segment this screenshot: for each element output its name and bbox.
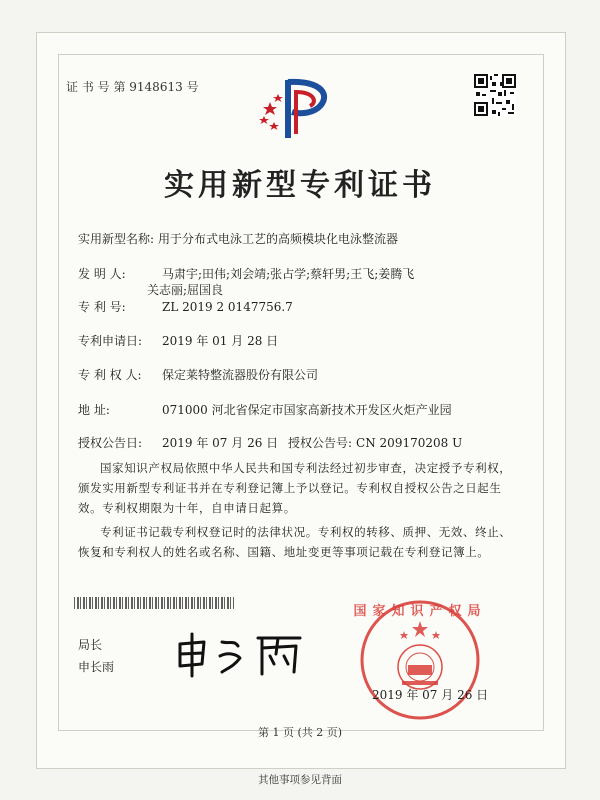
page-number: 第 1 页 (共 2 页) (257, 726, 343, 739)
inventors-label: 发 明 人: (78, 267, 126, 281)
patent-number-label: 专 利 号: (78, 300, 126, 314)
utility-model-name-label: 实用新型名称: (78, 232, 155, 246)
address-row (78, 401, 452, 418)
inventors-value-line1: 马肃宇;田伟;刘会靖;张占学;蔡轩男;王飞;姜腾飞 (162, 267, 415, 281)
grant-info-row (78, 434, 278, 451)
patentee-label: 专 利 权 人: (78, 368, 142, 382)
patent-number-value: ZL 2019 2 0147756.7 (162, 300, 293, 314)
certificate-number-suffix: 号 (186, 80, 199, 94)
seal-text: 国家知识产权局 (353, 604, 487, 619)
utility-model-name-row (78, 230, 398, 247)
patent-office-logo-icon (252, 72, 342, 142)
utility-model-name-value: 用于分布式电泳工艺的高频模块化电泳整流器 (158, 232, 399, 246)
patent-number-row (78, 298, 293, 315)
grant-number-row (288, 434, 462, 451)
inventors-row (78, 265, 414, 282)
inventors-value-line2: 关志丽;屈国良 (147, 283, 224, 297)
grant-date-label: 授权公告日: (78, 436, 143, 450)
seal-date: 2019 年 07 月 26 日 (372, 688, 489, 702)
grant-date-value: 2019 年 07 月 26 日 (162, 436, 279, 450)
filing-date-label: 专利申请日: (78, 334, 143, 348)
grant-number-value: CN 209170208 U (356, 436, 463, 450)
certificate-title: 实用新型专利证书 (164, 168, 436, 203)
qr-code-icon (474, 74, 516, 116)
grant-number-label: 授权公告号: (288, 436, 353, 450)
grant-statement-paragraph: 国家知识产权局依照中华人民共和国专利法经过初步审查，决定授予专利权，颁发实用新型专利证书并在专利登记簿上予以登记。专利权自授权公告之日起生效。专利权期限为十年，自申请日起算。 (78, 461, 512, 515)
address-value: 071000 河北省保定市国家高新技术开发区火炬产业园 (162, 403, 452, 417)
director-title: 局长 (78, 638, 103, 652)
filing-date-value: 2019 年 01 月 28 日 (162, 334, 279, 348)
filing-date-row (78, 332, 278, 349)
director-signature-image (170, 630, 310, 680)
certificate-number-label: 证 书 号 第 (66, 80, 126, 94)
certificate-number (66, 78, 199, 95)
certificate-number-value: 9148613 (129, 80, 183, 94)
registration-note-paragraph: 专利证书记载专利权登记时的法律状况。专利权的转移、质押、无效、终止、恢复和专利权人的姓名或名称、国籍、地址变更等事项记载在专利登记簿上。 (78, 525, 512, 559)
footer-note: 其他事项参见背面 (258, 774, 342, 786)
patentee-value: 保定莱特整流器股份有限公司 (162, 368, 319, 382)
patentee-row (78, 366, 318, 383)
inventors-row-2 (147, 281, 223, 298)
address-label: 地 址: (78, 403, 110, 417)
director-name: 申长雨 (78, 660, 115, 674)
barcode-strip (74, 597, 234, 609)
